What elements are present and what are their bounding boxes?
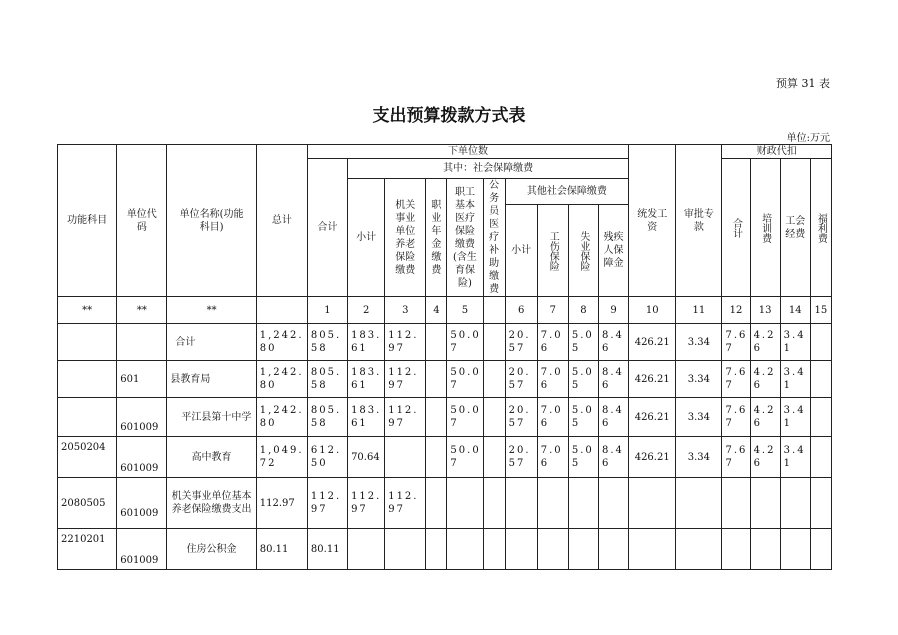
index-cell: 14 (780, 297, 810, 324)
index-cell: 10 (629, 297, 676, 324)
cell-annuity (426, 361, 447, 398)
cell-pension: 112.97 (385, 478, 426, 529)
cell-wage: 426.21 (629, 361, 676, 398)
header-approved-special: 审批专款 (676, 145, 722, 297)
cell-civil (483, 361, 505, 398)
cell-func (58, 361, 117, 398)
cell-training: 4.26 (750, 398, 780, 437)
table-row (58, 398, 832, 437)
cell-civil (483, 398, 505, 437)
index-cell: 1 (307, 297, 347, 324)
cell-civil (483, 529, 505, 570)
header-unit-code: 单位代码 (117, 145, 167, 297)
cell-wage: 426.21 (629, 437, 676, 478)
cell-welfare (810, 478, 831, 529)
cell-wage (629, 478, 676, 529)
header-lower-unit: 下单位数 (307, 145, 628, 159)
index-cell: ** (58, 297, 117, 324)
cell-total: 112.97 (256, 478, 307, 529)
cell-injury: 7.06 (537, 361, 568, 398)
cell-wage (629, 529, 676, 570)
cell-sum: 805.58 (307, 324, 347, 361)
header-other-social: 其他社会保障缴费 (505, 179, 629, 205)
cell-civil (483, 437, 505, 478)
cell-fw-sum: 7.67 (722, 437, 750, 478)
index-cell: 9 (598, 297, 628, 324)
header-annuity: 职业年金缴费 (426, 179, 447, 297)
header-total: 总计 (256, 145, 307, 297)
cell-injury: 7.06 (537, 398, 568, 437)
header-row-1 (58, 145, 832, 159)
budget-table (57, 144, 832, 570)
cell-injury (537, 478, 568, 529)
cell-special (676, 529, 722, 570)
cell-training (750, 529, 780, 570)
cell-other-sub (505, 478, 537, 529)
cell-unemployment: 5.05 (568, 324, 598, 361)
index-cell: 13 (750, 297, 780, 324)
cell-unemployment (568, 529, 598, 570)
cell-fw-sum: 7.67 (722, 398, 750, 437)
cell-sum: 112.97 (307, 478, 347, 529)
cell-medical (447, 529, 483, 570)
cell-medical: 50.07 (447, 361, 483, 398)
cell-disability (598, 478, 628, 529)
header-other-subtotal: 小计 (505, 205, 537, 297)
cell-training: 4.26 (750, 437, 780, 478)
cell-name: 高中教育 (167, 437, 256, 478)
header-including-social: 其中：社会保障缴费 (348, 159, 629, 179)
index-cell: 8 (568, 297, 598, 324)
header-sub-total: 小计 (348, 179, 385, 297)
index-cell: 2 (348, 297, 385, 324)
cell-name: 机关事业单位基本养老保险缴费支出 (167, 478, 256, 529)
cell-union: 3.41 (780, 398, 810, 437)
cell-other-sub: 20.57 (505, 437, 537, 478)
cell-pension (385, 529, 426, 570)
cell-total: 1,049.72 (256, 437, 307, 478)
table-row (58, 324, 832, 361)
cell-name: 住房公积金 (167, 529, 256, 570)
cell-code: 601009 (117, 398, 167, 437)
cell-welfare (810, 529, 831, 570)
index-cell (256, 297, 307, 324)
cell-welfare (810, 324, 831, 361)
index-cell: 7 (537, 297, 568, 324)
cell-sum: 80.11 (307, 529, 347, 570)
cell-union (780, 529, 810, 570)
cell-medical: 50.07 (447, 437, 483, 478)
cell-medical: 50.07 (447, 398, 483, 437)
header-unified-wage: 统发工资 (629, 145, 676, 297)
cell-annuity (426, 478, 447, 529)
cell-fw-sum: 7.67 (722, 361, 750, 398)
index-cell (483, 297, 505, 324)
cell-union (780, 478, 810, 529)
cell-union: 3.41 (780, 324, 810, 361)
table-row (58, 437, 832, 478)
cell-welfare (810, 361, 831, 398)
cell-special: 3.34 (676, 324, 722, 361)
cell-code: 601009 (117, 529, 167, 570)
cell-injury: 7.06 (537, 324, 568, 361)
cell-unemployment (568, 478, 598, 529)
cell-func (58, 398, 117, 437)
cell-sub (348, 529, 385, 570)
index-cell: 11 (676, 297, 722, 324)
cell-pension: 112.97 (385, 361, 426, 398)
cell-special: 3.34 (676, 398, 722, 437)
cell-disability: 8.46 (598, 324, 628, 361)
header-union: 工会经费 (780, 159, 810, 297)
cell-total: 1,242.80 (256, 398, 307, 437)
cell-name: 县教育局 (167, 361, 256, 398)
cell-training: 4.26 (750, 324, 780, 361)
cell-func: 2080505 (58, 478, 117, 529)
header-civil-medical: 公务员医疗补助缴费 (483, 179, 505, 297)
cell-welfare (810, 398, 831, 437)
index-cell: 3 (385, 297, 426, 324)
cell-func (58, 324, 117, 361)
table-row (58, 478, 832, 529)
table-row (58, 529, 832, 570)
unit-label: 单位:万元 (786, 133, 830, 144)
header-disability: 残疾人保障金 (598, 205, 628, 297)
cell-union: 3.41 (780, 437, 810, 478)
cell-other-sub: 20.57 (505, 324, 537, 361)
cell-special (676, 478, 722, 529)
cell-civil (483, 324, 505, 361)
cell-union: 3.41 (780, 361, 810, 398)
header-injury: 工伤保险 (537, 205, 568, 297)
cell-annuity (426, 437, 447, 478)
cell-sub: 183.61 (348, 324, 385, 361)
index-cell: 4 (426, 297, 447, 324)
header-unemployment: 失业保险 (568, 205, 598, 297)
table-row (58, 361, 832, 398)
index-cell: ** (117, 297, 167, 324)
header-fiscal-withhold: 财政代扣 (722, 145, 832, 159)
header-pension: 机关事业单位养老保险缴费 (385, 179, 426, 297)
cell-unemployment: 5.05 (568, 361, 598, 398)
header-func-subject: 功能科目 (58, 145, 117, 297)
header-training: 培训费 (750, 159, 780, 297)
cell-other-sub: 20.57 (505, 398, 537, 437)
cell-annuity (426, 324, 447, 361)
cell-special: 3.34 (676, 437, 722, 478)
cell-sum: 805.58 (307, 398, 347, 437)
cell-sub: 112.97 (348, 478, 385, 529)
cell-fw-sum (722, 478, 750, 529)
cell-annuity (426, 398, 447, 437)
header-welfare: 福利费 (810, 159, 831, 297)
cell-total: 1,242.80 (256, 324, 307, 361)
cell-sub: 183.61 (348, 398, 385, 437)
cell-func: 2210201 (58, 529, 117, 570)
index-cell: ** (167, 297, 256, 324)
cell-fw-sum: 7.67 (722, 324, 750, 361)
cell-civil (483, 478, 505, 529)
cell-medical (447, 478, 483, 529)
index-cell: 12 (722, 297, 750, 324)
cell-unemployment: 5.05 (568, 437, 598, 478)
cell-fw-sum (722, 529, 750, 570)
page-title: 支出预算拨款方式表 (372, 106, 526, 126)
cell-name: 平江县第十中学 (167, 398, 256, 437)
cell-training: 4.26 (750, 361, 780, 398)
cell-code (117, 324, 167, 361)
cell-sub: 183.61 (348, 361, 385, 398)
cell-welfare (810, 437, 831, 478)
cell-disability: 8.46 (598, 437, 628, 478)
cell-total: 1,242.80 (256, 361, 307, 398)
cell-training (750, 478, 780, 529)
cell-wage: 426.21 (629, 324, 676, 361)
form-number: 预算 31 表 (776, 77, 830, 90)
cell-code: 601 (117, 361, 167, 398)
cell-sum: 805.58 (307, 361, 347, 398)
cell-injury (537, 529, 568, 570)
cell-code: 601009 (117, 478, 167, 529)
header-unit-name: 单位名称(功能科目) (167, 145, 256, 297)
cell-name: 合计 (167, 324, 256, 361)
cell-disability: 8.46 (598, 361, 628, 398)
cell-disability: 8.46 (598, 398, 628, 437)
cell-other-sub: 20.57 (505, 361, 537, 398)
cell-sum: 612.50 (307, 437, 347, 478)
cell-pension (385, 437, 426, 478)
cell-func: 2050204 (58, 437, 117, 478)
index-cell: 15 (810, 297, 831, 324)
cell-pension: 112.97 (385, 398, 426, 437)
cell-code: 601009 (117, 437, 167, 478)
index-cell: 5 (447, 297, 483, 324)
header-sum: 合计 (307, 159, 347, 297)
cell-disability (598, 529, 628, 570)
cell-total: 80.11 (256, 529, 307, 570)
cell-annuity (426, 529, 447, 570)
cell-injury: 7.06 (537, 437, 568, 478)
cell-sub: 70.64 (348, 437, 385, 478)
cell-other-sub (505, 529, 537, 570)
cell-wage: 426.21 (629, 398, 676, 437)
cell-special: 3.34 (676, 361, 722, 398)
header-fw-total: 合计 (722, 159, 750, 297)
cell-unemployment: 5.05 (568, 398, 598, 437)
index-row (58, 297, 832, 324)
cell-medical: 50.07 (447, 324, 483, 361)
cell-pension: 112.97 (385, 324, 426, 361)
header-medical: 职工基本医疗保险缴费(含生育保险) (447, 179, 483, 297)
index-cell: 6 (505, 297, 537, 324)
